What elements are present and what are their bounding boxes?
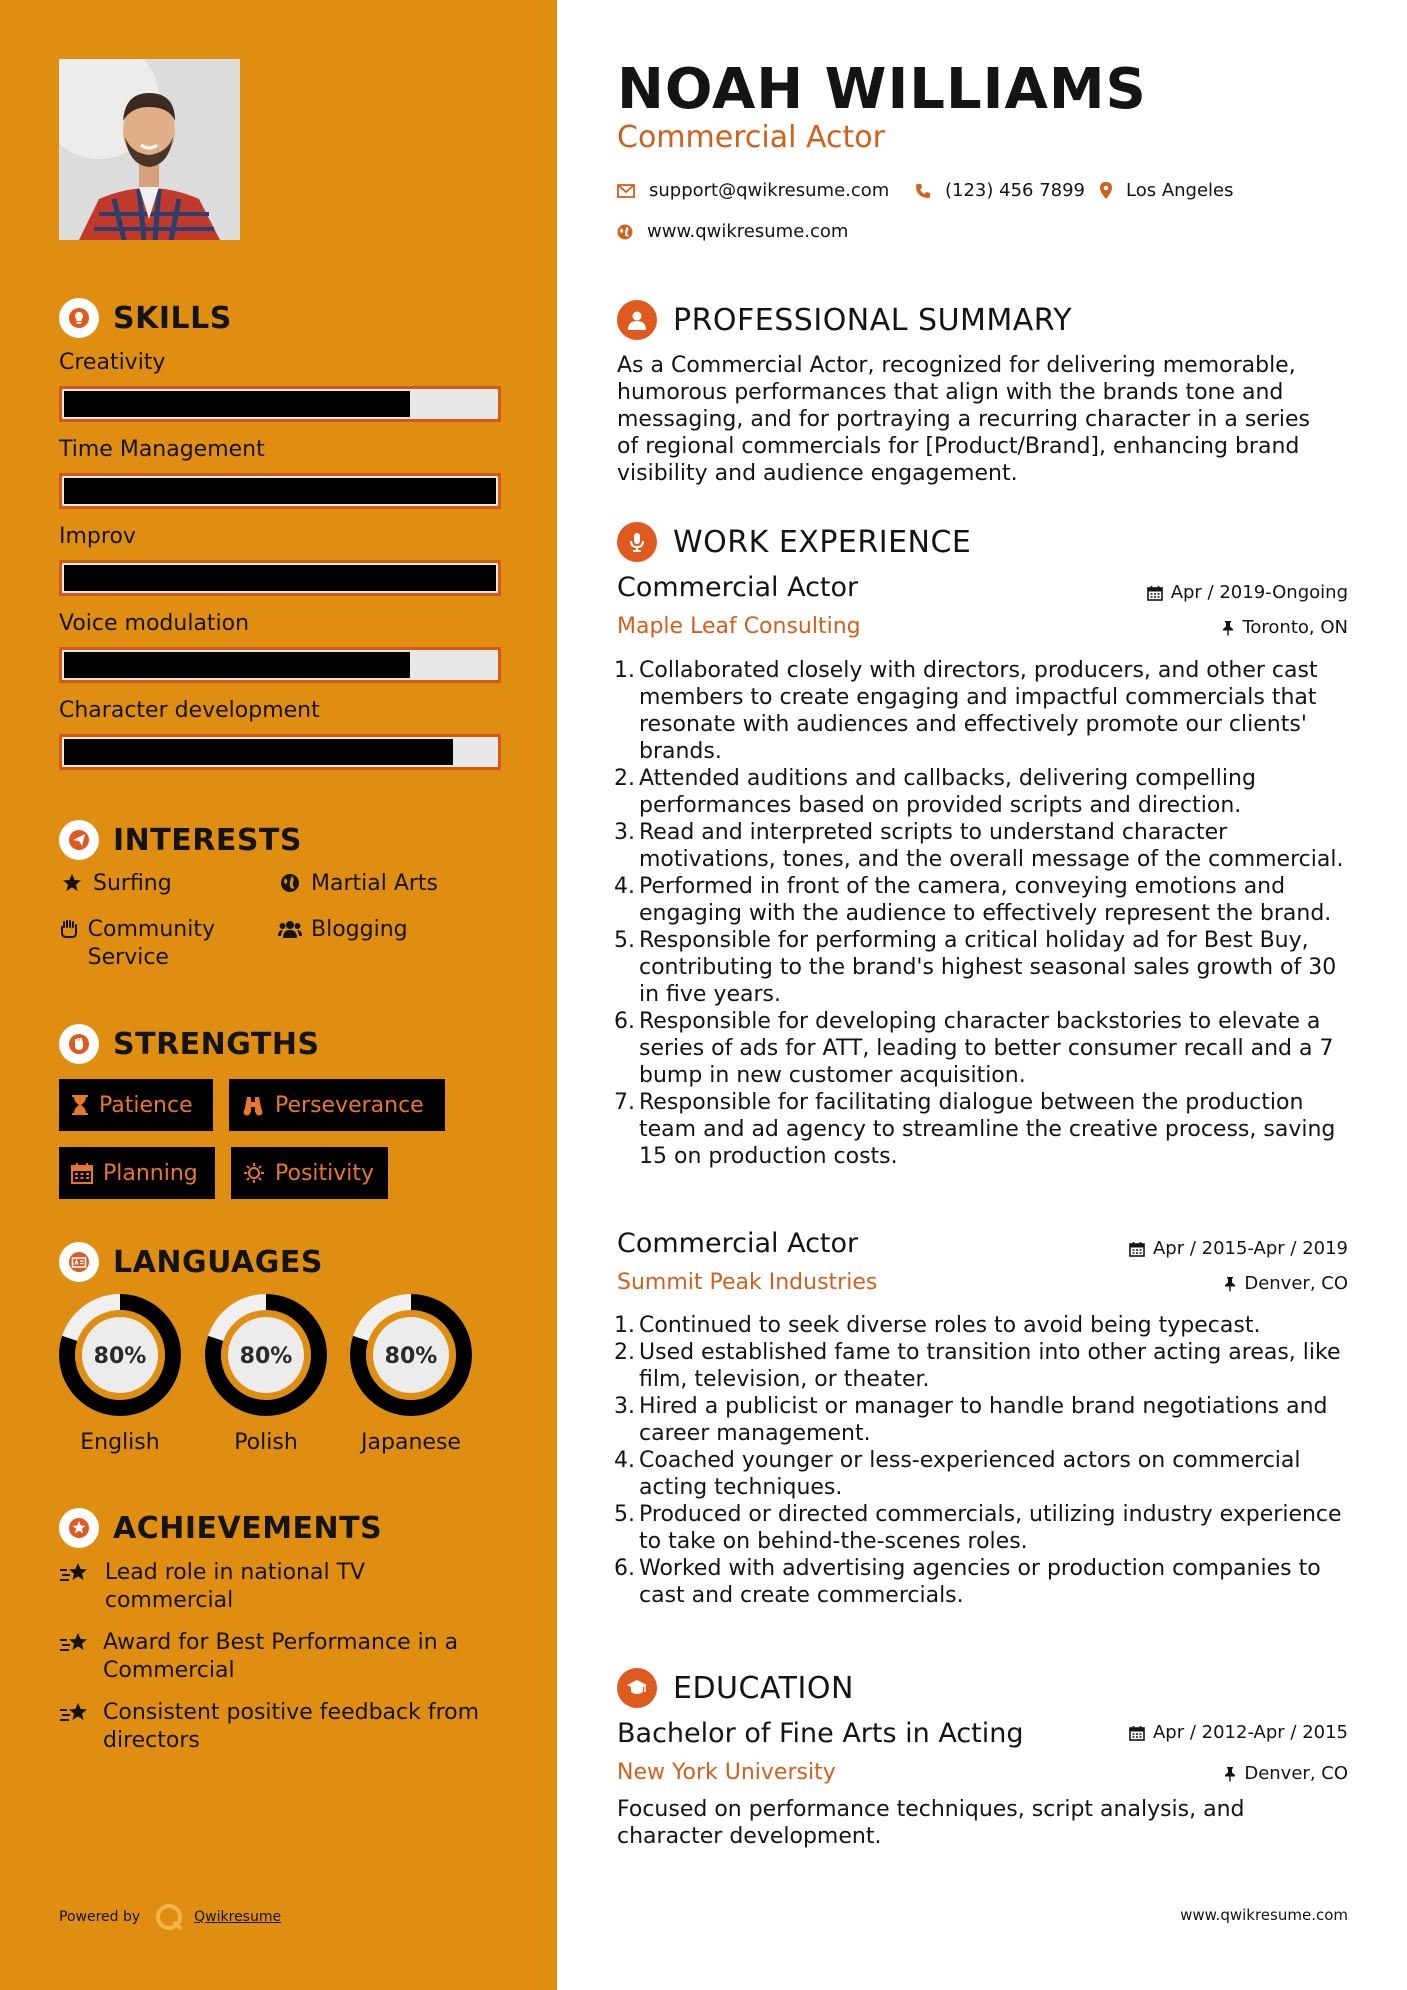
- hand-icon: [59, 916, 80, 939]
- language-donut: [59, 1294, 181, 1416]
- job-location: [1224, 1273, 1348, 1294]
- contact-location: [1100, 180, 1234, 201]
- bullet-text: Coached younger or less-experienced actors on commercial acting techniques.: [639, 1448, 1301, 1500]
- strength-tag: [59, 1147, 215, 1199]
- summary-text: As a Commercial Actor, recognized for delivering memorable, humorous performances that align with the brands tone and messaging, and for portraying a recurring character in a series of regional commercials for [Product/Brand], enhancing brand visibility and audience engagement.: [617, 353, 1310, 486]
- skill-bar-fill: [64, 478, 496, 504]
- microphone-icon: [617, 522, 657, 562]
- achievements-heading: [59, 1508, 382, 1548]
- interest-label: Community Service: [87, 917, 215, 970]
- experience-heading: [617, 522, 971, 562]
- footer-website[interactable]: www.qwikresume.com: [1180, 1906, 1348, 1924]
- shooting-star-icon: [59, 1559, 93, 1593]
- interest-item: [277, 916, 408, 944]
- job-dates-text: Apr / 2015-Apr / 2019: [1152, 1238, 1348, 1259]
- bullet-text: Continued to seek diverse roles to avoid being typecast.: [639, 1313, 1261, 1338]
- interest-item: [59, 870, 172, 898]
- achievement-label: Consistent positive feedback from directors: [103, 1700, 480, 1753]
- calendar-icon: [71, 1162, 93, 1184]
- envelope-icon: [617, 184, 635, 198]
- skill-bar-fill: [64, 391, 410, 417]
- candidate-role: Commercial Actor: [617, 120, 885, 155]
- achievement-item: [59, 1559, 499, 1615]
- language-donut: [350, 1294, 472, 1416]
- bullet-text: Worked with advertising agencies or production companies to cast and create commercials.: [639, 1556, 1321, 1608]
- graduation-cap-icon: [617, 1668, 657, 1708]
- job-title: Commercial Actor: [617, 572, 859, 603]
- globe-icon: [277, 870, 303, 893]
- job-location: [1222, 617, 1348, 638]
- bullet-text: Attended auditions and callbacks, delivering compelling performances based on provided scripts and direction.: [639, 766, 1256, 818]
- skill-bar: [59, 473, 501, 509]
- achievements-title: ACHIEVEMENTS: [113, 1510, 383, 1546]
- bullet-item: 3. Read and interpreted scripts to understand character motivations, tones, and the overall message of the commercial.: [611, 819, 1347, 873]
- job-dates: [1129, 1238, 1348, 1259]
- paper-plane-icon: [59, 820, 99, 860]
- education-dates-text: Apr / 2012-Apr / 2015: [1152, 1722, 1348, 1743]
- skill-bar-fill: [64, 565, 496, 591]
- education-location: [1224, 1763, 1348, 1784]
- bullet-text: Produced or directed commercials, utilizing industry experience to take on behind-the-scenes roles.: [639, 1502, 1342, 1554]
- bullet-item: 6. Responsible for developing character backstories to elevate a series of ads for ATT, leading to better consumer recall and a 7 bump in new customer acquisition.: [611, 1008, 1347, 1089]
- bullet-text: Hired a publicist or manager to handle brand negotiations and career management.: [639, 1394, 1328, 1446]
- strength-label: Perseverance: [275, 1092, 424, 1118]
- job-location-text: Toronto, ON: [1242, 617, 1348, 638]
- globe-icon: [617, 224, 633, 240]
- calendar-icon: [1129, 1725, 1145, 1741]
- bullet-text: Responsible for facilitating dialogue between the production team and ad agency to streamline the creative process, saving 15 on production costs.: [639, 1090, 1336, 1169]
- fist-icon: [59, 1024, 99, 1064]
- sun-icon: [243, 1162, 265, 1184]
- map-pin-icon: [1100, 182, 1112, 199]
- job-bullets: [611, 657, 1347, 1170]
- pushpin-icon: [1224, 1276, 1236, 1292]
- pushpin-icon: [1222, 620, 1234, 636]
- shooting-star-icon: [59, 1699, 91, 1733]
- bullet-text: Responsible for developing character backstories to elevate a series of ads for ATT, leading to better consumer recall and a 7 bump in new customer acquisition.: [639, 1009, 1334, 1088]
- star-badge-icon: [59, 1508, 99, 1548]
- skills-heading: [59, 298, 232, 338]
- location-text: Los Angeles: [1126, 180, 1234, 201]
- achievement-label: Award for Best Performance in a Commercial: [103, 1630, 459, 1683]
- summary-title: PROFESSIONAL SUMMARY: [673, 302, 1073, 338]
- education-description: Focused on performance techniques, script analysis, and character development.: [617, 1797, 1245, 1849]
- skills-title: SKILLS: [113, 300, 232, 336]
- bullet-item: 2. Used established fame to transition into other acting areas, like film, television, or theater.: [611, 1339, 1347, 1393]
- qwikresume-logo-icon: [154, 1902, 184, 1932]
- interest-item: [59, 916, 259, 972]
- job-dates: [1147, 582, 1348, 603]
- interest-label: Surfing: [93, 871, 172, 896]
- language-label: Polish: [234, 1430, 298, 1455]
- powered-by-label: Powered by: [59, 1909, 141, 1925]
- skill-bar: [59, 734, 501, 770]
- contact-email: [617, 180, 889, 201]
- bullet-item: 5. Produced or directed commercials, utilizing industry experience to take on behind-the-scenes roles.: [611, 1501, 1347, 1555]
- skill-label: Improv: [59, 524, 136, 549]
- bullet-item: 5. Responsible for performing a critical holiday ad for Best Buy, contributing to the brand's highest seasonal sales growth of 30 in five years.: [611, 927, 1347, 1008]
- bullet-item: 6. Worked with advertising agencies or production companies to cast and create commercials.: [611, 1555, 1347, 1609]
- interests-heading: [59, 820, 302, 860]
- job-title: Commercial Actor: [617, 1228, 859, 1259]
- skill-label: Character development: [59, 698, 320, 723]
- strength-label: Patience: [99, 1092, 193, 1118]
- bullet-item: 7. Responsible for facilitating dialogue between the production team and ad agency to streamline the creative process, saving 15 on production costs.: [611, 1089, 1347, 1170]
- bullet-item: 2. Attended auditions and callbacks, delivering compelling performances based on provided scripts and direction.: [611, 765, 1347, 819]
- skill-bar-fill: [64, 652, 410, 678]
- user-icon: [617, 300, 657, 340]
- skill-label: Voice modulation: [59, 611, 250, 636]
- phone-text: (123) 456 7899: [945, 180, 1086, 201]
- job-company: Summit Peak Industries: [617, 1270, 878, 1295]
- skill-bar-fill: [64, 739, 453, 765]
- achievement-item: [59, 1699, 499, 1755]
- bullet-text: Read and interpreted scripts to understand character motivations, tones, and the overall message of the commercial.: [639, 820, 1344, 872]
- interest-label: Martial Arts: [311, 871, 439, 896]
- contact-website: [617, 221, 848, 242]
- qwikresume-link[interactable]: Qwikresume: [194, 1909, 282, 1925]
- job-bullets: [611, 1312, 1347, 1609]
- bullet-item: 3. Hired a publicist or manager to handle brand negotiations and career management.: [611, 1393, 1347, 1447]
- skill-bar: [59, 560, 501, 596]
- profile-photo: [59, 59, 240, 240]
- bullet-text: Responsible for performing a critical holiday ad for Best Buy, contributing to the brand's highest seasonal sales growth of 30 in five years.: [639, 928, 1337, 1007]
- summary-heading: [617, 300, 1072, 340]
- strength-label: Positivity: [275, 1160, 375, 1186]
- bullet-item: 1. Collaborated closely with directors, producers, and other cast members to create engaging and impactful commercials that resonate with audiences and effectively promote our clients' brands.: [611, 657, 1347, 765]
- contact-phone: [915, 180, 1085, 201]
- interest-label: Blogging: [311, 917, 408, 942]
- strength-tag: [229, 1079, 445, 1131]
- strengths-heading: [59, 1024, 320, 1064]
- interest-item: [277, 870, 438, 898]
- education-location-text: Denver, CO: [1244, 1763, 1348, 1784]
- language-percent: 80%: [93, 1344, 147, 1369]
- degree-title: Bachelor of Fine Arts in Acting: [617, 1718, 1024, 1749]
- job-location-text: Denver, CO: [1244, 1273, 1348, 1294]
- email-text[interactable]: support@qwikresume.com: [649, 180, 890, 201]
- calendar-icon: [1147, 585, 1163, 601]
- bullet-item: 4. Performed in front of the camera, conveying emotions and engaging with the audience to effectively represent the brand.: [611, 873, 1347, 927]
- bullet-item: 1. Continued to seek diverse roles to avoid being typecast.: [614, 1313, 1261, 1338]
- strength-label: Planning: [103, 1160, 198, 1186]
- skill-bar: [59, 386, 501, 422]
- shooting-star-icon: [59, 1629, 91, 1663]
- skill-label: Creativity: [59, 350, 166, 375]
- candidate-name: NOAH WILLIAMS: [617, 57, 1147, 122]
- hourglass-icon: [71, 1094, 89, 1116]
- language-label: Japanese: [361, 1430, 461, 1455]
- bullet-item: 4. Coached younger or less-experienced actors on commercial acting techniques.: [611, 1447, 1347, 1501]
- sidebar: [0, 0, 557, 1990]
- bullet-text: Collaborated closely with directors, producers, and other cast members to create engaging and impactful commercials that resonate with audiences and effectively promote our clients' brands.: [639, 658, 1318, 764]
- education-heading: [617, 1668, 854, 1708]
- binoculars-icon: [241, 1094, 265, 1116]
- users-icon: [277, 916, 303, 939]
- languages-title: LANGUAGES: [113, 1244, 323, 1280]
- id-card-icon: [59, 1242, 99, 1282]
- skill-bar: [59, 647, 501, 683]
- bullet-text: Performed in front of the camera, conveying emotions and engaging with the audience to effectively represent the brand.: [639, 874, 1332, 926]
- strength-tag: [231, 1147, 388, 1199]
- strength-tag: [59, 1079, 213, 1131]
- star-icon: [59, 870, 85, 893]
- powered-by: [59, 1902, 281, 1932]
- achievement-item: [59, 1629, 499, 1685]
- language-percent: 80%: [239, 1344, 293, 1369]
- school-name: New York University: [617, 1760, 836, 1785]
- education-dates: [1129, 1722, 1348, 1743]
- skill-label: Time Management: [59, 437, 265, 462]
- language-label: English: [80, 1430, 160, 1455]
- job-company: Maple Leaf Consulting: [617, 614, 861, 639]
- strengths-title: STRENGTHS: [113, 1026, 320, 1062]
- calendar-icon: [1129, 1241, 1145, 1257]
- bulb-icon: [59, 298, 99, 338]
- phone-icon: [915, 183, 931, 199]
- language-donut: [205, 1294, 327, 1416]
- interests-title: INTERESTS: [113, 822, 302, 858]
- experience-title: WORK EXPERIENCE: [673, 524, 972, 560]
- education-title: EDUCATION: [673, 1670, 854, 1706]
- pushpin-icon: [1224, 1766, 1236, 1782]
- website-text[interactable]: www.qwikresume.com: [647, 221, 849, 242]
- achievement-label: Lead role in national TV commercial: [104, 1560, 366, 1613]
- job-dates-text: Apr / 2019-Ongoing: [1170, 582, 1348, 603]
- language-percent: 80%: [384, 1344, 438, 1369]
- languages-heading: [59, 1242, 323, 1282]
- bullet-text: Used established fame to transition into other acting areas, like film, television, or theater.: [639, 1340, 1341, 1392]
